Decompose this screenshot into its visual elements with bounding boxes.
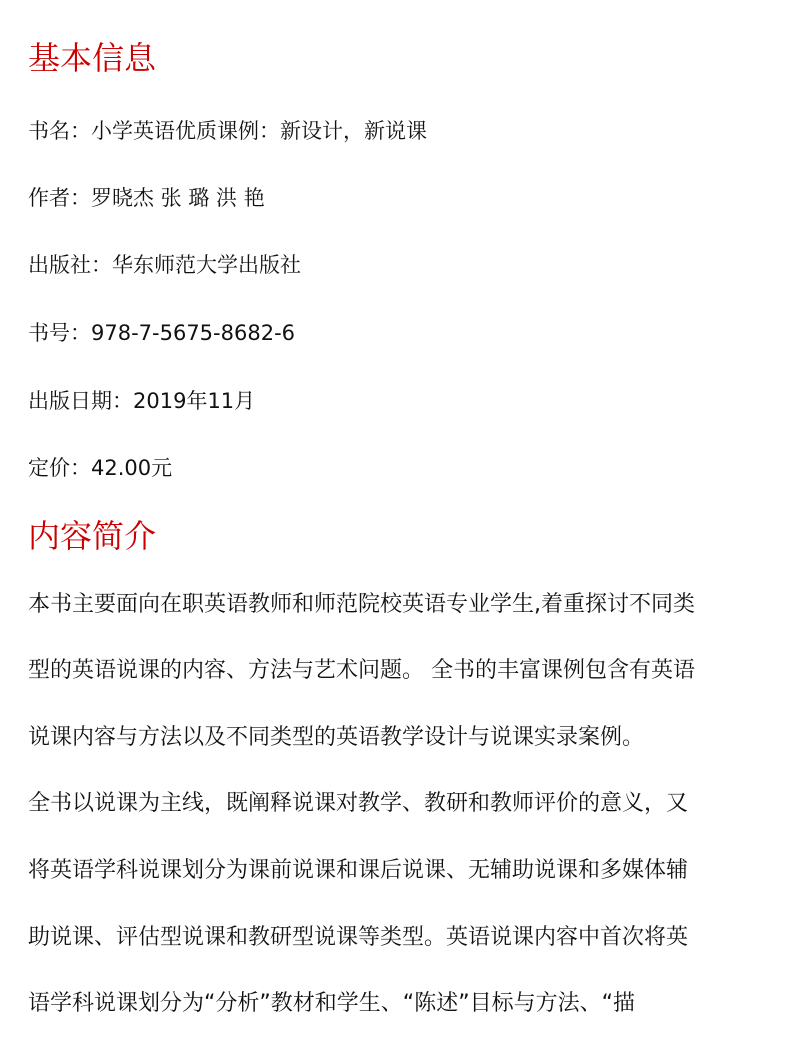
summary-line-5: 将英语学科说课划分为课前说课和课后说课、无辅助说课和多媒体辅	[28, 858, 689, 883]
author-line: 作者：罗晓杰 张 璐 洪 艳	[28, 186, 265, 210]
summary-heading: 内容简介	[28, 517, 157, 555]
summary-line-2: 型的英语说课的内容、方法与艺术问题。 全书的丰富课例包含有英语	[28, 658, 695, 683]
summary-line-6: 助说课、评估型说课和教研型说课等类型。英语说课内容中首次将英	[28, 925, 689, 950]
summary-line-1: 本书主要面向在职英语教师和师范院校英语专业学生,着重探讨不同类	[28, 592, 695, 617]
summary-line-7: 语学科说课划分为“分析”教材和学生、“陈述”目标与方法、“描	[28, 991, 635, 1016]
basic-info-heading: 基本信息	[28, 39, 157, 77]
summary-line-4: 全书以说课为主线，既阐释说课对教学、教研和教师评价的意义，又	[28, 791, 689, 816]
book-title-line: 书名：小学英语优质课例：新设计，新说课	[28, 119, 427, 143]
summary-line-3: 说课内容与方法以及不同类型的英语教学设计与说课实录案例。	[28, 725, 645, 750]
publish-date-line: 出版日期：2019年11月	[28, 389, 256, 413]
price-line: 定价：42.00元	[28, 456, 173, 480]
isbn-line: 书号：978-7-5675-8682-6	[28, 321, 296, 345]
publisher-line: 出版社：华东师范大学出版社	[28, 253, 301, 277]
